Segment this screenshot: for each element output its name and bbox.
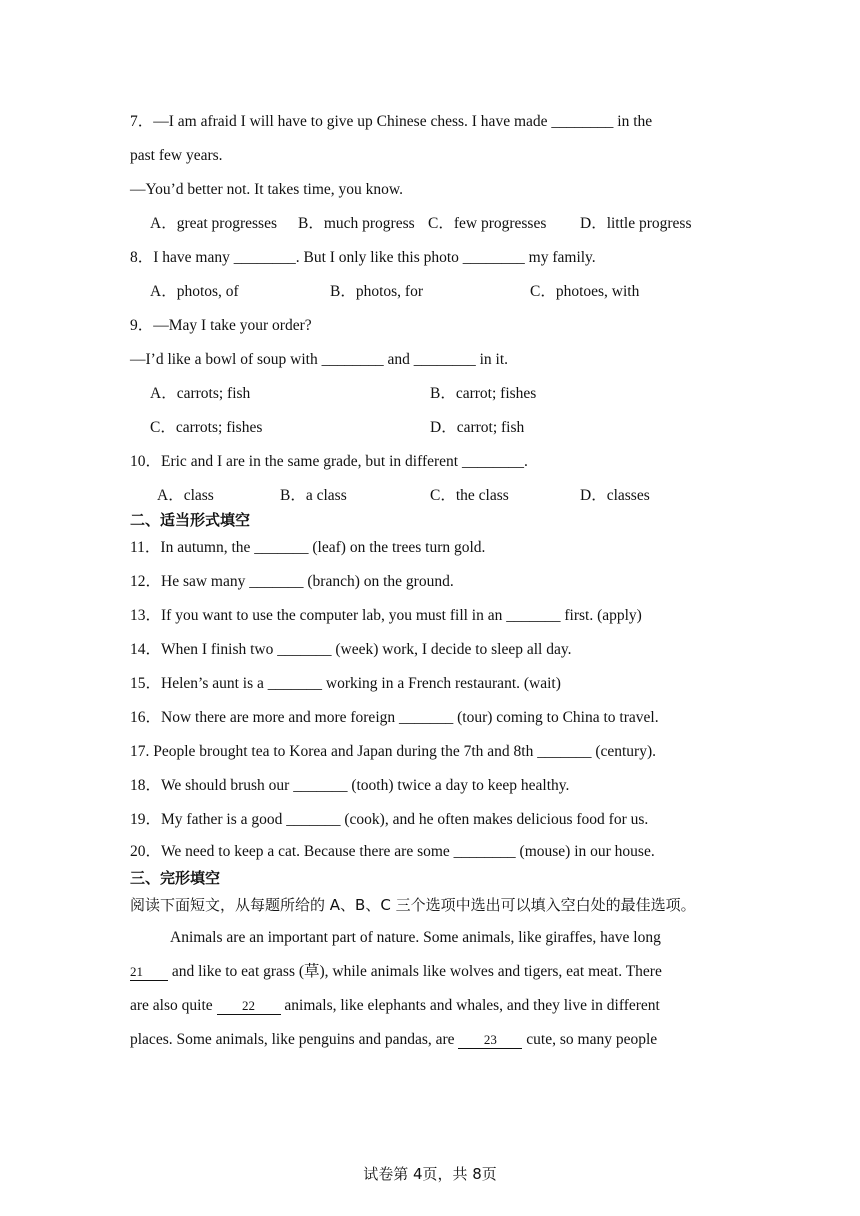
- question-8-options: [130, 275, 740, 309]
- question-18: 18．We should brush our _______ (tooth) twice a day to keep healthy.: [130, 777, 570, 794]
- option-c[interactable]: C．carrots; fishes: [150, 419, 263, 436]
- question-9-line1: 9．—May I take your order?: [130, 317, 312, 334]
- question-15: 15．Helen’s aunt is a _______ working in a French restaurant. (wait): [130, 675, 561, 692]
- question-7-line3: —You’d better not. It takes time, you know.: [130, 181, 403, 198]
- passage-text: are also quite: [130, 997, 217, 1014]
- option-c[interactable]: C．few progresses: [428, 215, 547, 232]
- option-a[interactable]: A．photos, of: [150, 283, 239, 300]
- question-9-options-row1: [130, 377, 740, 411]
- passage-text: cute, so many people: [522, 1031, 658, 1048]
- option-c[interactable]: C．the class: [430, 487, 509, 504]
- option-a[interactable]: A．carrots; fish: [150, 385, 251, 402]
- passage-line: [130, 955, 740, 989]
- option-b[interactable]: B．photos, for: [330, 283, 424, 300]
- option-d[interactable]: D．classes: [580, 487, 650, 504]
- passage-line: [130, 1023, 740, 1057]
- question-10-options: [130, 479, 740, 509]
- blank-22[interactable]: 22: [217, 998, 281, 1015]
- passage-text: places. Some animals, like penguins and pandas, are: [130, 1031, 459, 1048]
- section-2-heading: 二、适当形式填空: [130, 511, 251, 529]
- question-11: 11．In autumn, the _______ (leaf) on the trees turn gold.: [130, 539, 486, 556]
- question-7-line1: 7．—I am afraid I will have to give up Chinese chess. I have made ________ in the: [130, 113, 653, 130]
- passage-line: Animals are an important part of nature. Some animals, like giraffes, have long: [170, 929, 661, 946]
- option-d[interactable]: D．little progress: [580, 215, 692, 232]
- option-b[interactable]: B．much progress: [298, 215, 415, 232]
- question-7-line2: past few years.: [130, 147, 223, 164]
- question-8: 8．I have many ________. But I only like this photo ________ my family.: [130, 249, 596, 266]
- question-12: 12．He saw many _______ (branch) on the ground.: [130, 573, 454, 590]
- option-d[interactable]: D．carrot; fish: [430, 419, 525, 436]
- cloze-passage: [130, 921, 740, 1057]
- question-9-line2: —I’d like a bowl of soup with ________ and ________ in it.: [130, 351, 508, 368]
- option-a[interactable]: A．class: [157, 487, 214, 504]
- blank-21[interactable]: 21: [130, 964, 168, 981]
- option-b[interactable]: B．a class: [280, 487, 347, 504]
- exam-page: [130, 105, 740, 1057]
- question-9-options-row2: [130, 411, 740, 445]
- question-14: 14．When I finish two _______ (week) work, I decide to sleep all day.: [130, 641, 572, 658]
- passage-line: [130, 989, 740, 1023]
- question-7-options: [130, 207, 740, 241]
- section-3-heading: 三、完形填空: [130, 869, 221, 887]
- passage-text: animals, like elephants and whales, and they live in different: [280, 997, 660, 1014]
- blank-23[interactable]: 23: [458, 1032, 522, 1049]
- question-13: 13．If you want to use the computer lab, you must fill in an _______ first. (apply): [130, 607, 642, 624]
- passage-text: and like to eat grass (草), while animals like wolves and tigers, eat meat. There: [168, 963, 662, 980]
- cloze-instruction: 阅读下面短文，从每题所给的 A、B、C 三个选项中选出可以填入空白处的最佳选项。: [130, 896, 696, 914]
- option-a[interactable]: A．great progresses: [150, 215, 277, 232]
- question-19: 19．My father is a good _______ (cook), and he often makes delicious food for us.: [130, 811, 649, 828]
- question-10: 10．Eric and I are in the same grade, but in different ________.: [130, 453, 528, 470]
- option-b[interactable]: B．carrot; fishes: [430, 385, 537, 402]
- option-c[interactable]: C．photoes, with: [530, 283, 640, 300]
- question-17: 17. People brought tea to Korea and Japan during the 7th and 8th _______ (century).: [130, 743, 657, 760]
- question-16: 16．Now there are more and more foreign _______ (tour) coming to China to travel.: [130, 709, 659, 726]
- page-footer: 试卷第 4页，共 8页: [363, 1165, 497, 1183]
- question-20: 20．We need to keep a cat. Because there are some ________ (mouse) in our house.: [130, 843, 655, 860]
